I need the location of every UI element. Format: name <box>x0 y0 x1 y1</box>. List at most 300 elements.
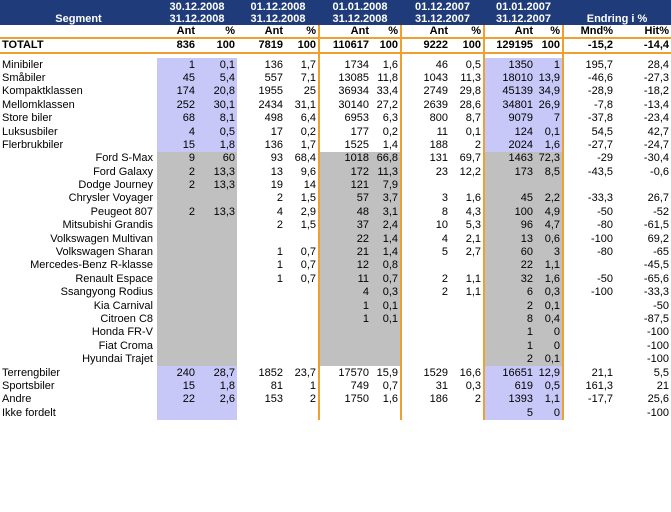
table-cell: 100 <box>484 206 535 219</box>
table-cell: 2 <box>157 179 197 192</box>
table-cell: 11 <box>319 273 371 286</box>
table-cell: 9 <box>157 152 197 165</box>
table-cell <box>157 273 197 286</box>
table-cell: 9079 <box>484 112 535 125</box>
period-1-line2: 31.12.2008 <box>169 13 225 25</box>
table-cell <box>371 407 401 420</box>
table-cell: 7 <box>535 112 563 125</box>
table-cell: 836 <box>157 38 197 53</box>
table-row <box>0 232 671 245</box>
table-cell: 30140 <box>319 99 371 112</box>
table-cell <box>319 353 371 366</box>
table-cell: -27,7 <box>587 138 613 151</box>
table-row <box>0 326 671 339</box>
table-cell: 1,6 <box>465 192 481 205</box>
table-cell: 1,4 <box>371 232 401 245</box>
table-cell <box>319 340 371 353</box>
table-row <box>0 139 671 152</box>
table-cell: 100 <box>285 38 319 53</box>
table-cell: 21 <box>319 246 371 259</box>
table-cell: 0,5 <box>535 380 563 393</box>
table-cell: -43,5 <box>587 165 613 178</box>
table-cell: 0 <box>535 340 563 353</box>
table-cell: 2 <box>276 219 283 232</box>
table-cell: 46 <box>435 58 448 71</box>
table-cell: 31 <box>435 379 448 392</box>
table-cell: 1 <box>319 313 371 326</box>
table-cell: 5,3 <box>465 219 481 232</box>
table-cell: 36934 <box>319 85 371 98</box>
table-cell: 0,5 <box>465 58 481 71</box>
table-cell: 1529 <box>423 366 448 379</box>
table-cell: 1,5 <box>300 192 316 205</box>
table-cell <box>615 179 671 192</box>
table-cell: 16651 <box>484 366 535 379</box>
sub-header-ant: Ant <box>401 25 450 38</box>
table-cell: 8 <box>484 313 535 326</box>
segment-label: Ssangyong Rodius <box>60 286 153 299</box>
table-cell: 2,4 <box>371 219 401 232</box>
table-cell: 22 <box>484 259 535 272</box>
table-cell: 1852 <box>258 366 283 379</box>
table-cell: -24,7 <box>643 138 669 151</box>
table-cell: 2 <box>474 393 481 406</box>
table-row <box>0 299 671 312</box>
table-cell: 9222 <box>401 38 450 53</box>
table-cell: 27,2 <box>371 99 401 112</box>
table-cell: -52 <box>653 205 669 218</box>
table-cell <box>157 353 197 366</box>
table-cell: 54,5 <box>591 125 613 138</box>
table-cell: 20,8 <box>197 85 237 98</box>
table-cell: 100 <box>371 38 401 53</box>
table-cell: 26,7 <box>647 192 669 205</box>
table-cell: 0 <box>535 326 563 339</box>
table-row <box>0 380 671 393</box>
table-cell: 60 <box>197 152 237 165</box>
table-cell <box>563 353 615 366</box>
table-cell: 2,1 <box>465 232 481 245</box>
table-cell: -27,3 <box>643 71 669 84</box>
table-cell: 8,5 <box>535 166 563 179</box>
table-cell: 2 <box>157 206 197 219</box>
table-cell <box>157 246 197 259</box>
table-cell <box>237 353 285 366</box>
table-cell: 1 <box>309 379 316 392</box>
table-cell: 6,3 <box>371 112 401 125</box>
change-header: Endring i % <box>586 13 648 25</box>
sub-header-ant: Ant <box>319 25 371 38</box>
table-cell: 1,8 <box>197 139 237 152</box>
total-row <box>0 38 671 53</box>
table-cell: 57 <box>319 192 371 205</box>
table-cell: 25 <box>303 85 316 98</box>
table-cell: 30,1 <box>197 99 237 112</box>
table-cell: 177 <box>319 125 371 138</box>
table-cell: 0,7 <box>300 259 316 272</box>
table-cell <box>157 340 197 353</box>
segment-label: Store biler <box>2 112 53 125</box>
table-cell <box>401 299 450 312</box>
table-cell: 186 <box>429 393 448 406</box>
table-cell: 131 <box>429 152 448 165</box>
segment-label: Kia Carnival <box>93 299 153 312</box>
table-cell: 100 <box>197 38 237 53</box>
table-cell: 11,3 <box>371 166 401 179</box>
table-cell: 22 <box>157 393 197 406</box>
table-cell: -50 <box>597 205 613 218</box>
table-cell: 1,8 <box>197 380 237 393</box>
period-2-line2: 31.12.2008 <box>250 13 306 25</box>
table-cell <box>157 326 197 339</box>
table-cell: 4 <box>319 286 371 299</box>
table-cell: 69,2 <box>647 232 669 245</box>
table-cell: 1,7 <box>300 138 316 151</box>
table-cell: 2749 <box>423 85 448 98</box>
table-cell <box>197 326 237 339</box>
segment-label: Fiat Croma <box>98 339 153 352</box>
table-cell <box>197 340 237 353</box>
table-cell: 0,1 <box>371 299 401 312</box>
table-cell: -15,2 <box>563 38 615 53</box>
table-cell <box>285 299 319 312</box>
table-cell: 23,7 <box>294 366 316 379</box>
table-cell: 11 <box>436 125 448 138</box>
table-cell: 15 <box>157 139 197 152</box>
table-cell: 23 <box>435 165 448 178</box>
period-1-line1: 30.12.2008 <box>169 0 225 13</box>
table-cell <box>450 313 484 326</box>
table-cell <box>237 286 285 299</box>
table-cell: 5 <box>484 407 535 420</box>
table-cell <box>450 326 484 339</box>
table-cell: 12,2 <box>459 165 481 178</box>
table-cell: 1 <box>276 246 283 259</box>
table-cell: 7,1 <box>300 71 316 84</box>
segment-label: Mercedes-Benz R-klasse <box>30 259 153 272</box>
table-cell: 69,7 <box>459 152 481 165</box>
table-cell <box>197 299 237 312</box>
segment-label: Mitsubishi Grandis <box>62 219 153 232</box>
table-cell: 4 <box>441 232 448 245</box>
table-cell: 22 <box>319 232 371 245</box>
table-cell: 100 <box>450 38 484 53</box>
table-cell <box>237 326 285 339</box>
table-row <box>0 393 671 406</box>
table-cell: 2 <box>484 353 535 366</box>
table-cell: -87,5 <box>643 313 669 325</box>
table-cell: 110617 <box>319 38 371 53</box>
table-cell: 5,4 <box>197 72 237 85</box>
table-cell: -46,6 <box>587 71 613 84</box>
table-cell: 1,6 <box>371 393 401 406</box>
table-cell: 195,7 <box>585 58 613 71</box>
table-cell <box>285 286 319 299</box>
table-cell <box>157 313 197 326</box>
table-cell <box>450 259 484 272</box>
table-cell: -29 <box>597 152 613 165</box>
table-cell <box>157 299 197 312</box>
table-cell <box>401 340 450 353</box>
table-cell: 124 <box>484 125 535 138</box>
table-cell: 7,9 <box>371 179 401 192</box>
table-cell: 25,6 <box>647 393 669 406</box>
table-cell: -100 <box>646 326 669 339</box>
table-cell: 1,1 <box>465 272 481 285</box>
table-cell: 4 <box>157 125 197 138</box>
segment-label: Andre <box>2 393 32 406</box>
table-cell: 0,8 <box>371 259 401 272</box>
table-cell <box>285 313 319 326</box>
period-4-line1: 01.12.2007 <box>414 0 471 13</box>
table-cell: 32 <box>484 273 535 286</box>
table-cell: 1,6 <box>535 273 563 286</box>
table-cell: 0,3 <box>535 286 563 299</box>
table-cell: 2434 <box>258 98 283 111</box>
table-cell: -17,7 <box>587 393 613 406</box>
table-cell <box>237 313 285 326</box>
table-cell: 48 <box>319 206 371 219</box>
table-cell: 2,7 <box>465 246 481 259</box>
sub-header-pct: % <box>535 25 563 38</box>
table-cell: 100 <box>535 38 563 53</box>
segment-label: Hyundai Trajet <box>82 353 153 366</box>
table-cell: 18010 <box>484 72 535 85</box>
table-cell: -18,2 <box>643 85 669 98</box>
table-cell: 1,7 <box>300 58 316 71</box>
segment-label: Minibiler <box>2 58 43 71</box>
table-cell <box>563 326 615 339</box>
table-cell: -50 <box>653 299 669 312</box>
table-cell <box>285 340 319 353</box>
table-cell: -100 <box>646 353 669 366</box>
table-cell: -100 <box>646 339 669 352</box>
table-cell <box>197 407 237 420</box>
table-cell <box>197 273 237 286</box>
table-cell <box>450 353 484 366</box>
table-cell: 4,7 <box>535 219 563 232</box>
sub-header-ant: Ant <box>157 25 197 38</box>
table-cell <box>450 179 484 192</box>
table-cell: 2639 <box>423 98 448 111</box>
table-cell: -23,4 <box>643 112 669 125</box>
table-cell <box>401 259 450 272</box>
table-cell: 6 <box>484 286 535 299</box>
table-row <box>0 152 671 165</box>
period-3-line1: 01.01.2008 <box>332 0 388 13</box>
table-cell: 13,3 <box>197 179 237 192</box>
table-cell: 5 <box>441 246 448 259</box>
table-cell <box>401 313 450 326</box>
table-cell <box>197 192 237 205</box>
table-cell: 0,1 <box>535 125 563 138</box>
table-cell: 749 <box>319 380 371 393</box>
segment-label: Volkswagen Multivan <box>50 232 153 245</box>
table-cell: 2 <box>157 166 197 179</box>
table-cell: 42,7 <box>647 125 669 138</box>
table-cell: 13 <box>484 232 535 245</box>
table-cell: 60 <box>484 246 535 259</box>
table-cell: 1 <box>535 58 563 71</box>
table-cell: 13,9 <box>535 72 563 85</box>
table-cell: 1734 <box>319 58 371 71</box>
table-cell: -45,5 <box>643 259 669 272</box>
table-cell: 29,8 <box>459 85 481 98</box>
segment-label: Flerbrukbiler <box>2 138 64 151</box>
table-cell <box>237 407 285 420</box>
table-cell <box>157 219 197 232</box>
table-cell <box>401 353 450 366</box>
table-cell: 0,3 <box>371 286 401 299</box>
table-cell: 15,9 <box>371 366 401 379</box>
table-row <box>0 273 671 286</box>
sub-header-pct: % <box>285 25 319 38</box>
table-cell <box>237 299 285 312</box>
table-cell: 129195 <box>484 38 535 53</box>
table-cell: 96 <box>484 219 535 232</box>
table-cell: 68,4 <box>294 152 316 165</box>
table-cell: 0 <box>535 407 563 420</box>
table-cell: 1 <box>484 340 535 353</box>
table-cell: -100 <box>646 406 669 419</box>
table-cell <box>319 407 371 420</box>
table-cell: 21 <box>656 379 669 392</box>
table-cell: 19 <box>270 179 283 192</box>
segment-label: Ford Galaxy <box>93 165 153 178</box>
table-cell <box>371 340 401 353</box>
table-cell: -65,6 <box>643 272 669 285</box>
table-cell: 1018 <box>319 152 371 165</box>
table-cell: 619 <box>484 380 535 393</box>
table-cell <box>563 313 615 326</box>
table-cell: 188 <box>429 138 448 151</box>
table-cell <box>484 179 535 192</box>
table-cell: 31,1 <box>294 98 316 111</box>
sub-header-ant: Ant <box>484 25 535 38</box>
table-cell: 28,6 <box>459 98 481 111</box>
table-cell: 153 <box>264 393 283 406</box>
table-cell: 7819 <box>237 38 285 53</box>
table-cell <box>450 407 484 420</box>
table-cell <box>319 326 371 339</box>
table-cell: -65 <box>653 246 669 259</box>
segment-label: TOTALT <box>0 38 157 53</box>
table-cell <box>197 286 237 299</box>
table-cell: 1 <box>319 299 371 312</box>
table-cell: 66,8 <box>371 152 401 165</box>
table-cell: 1525 <box>319 139 371 152</box>
table-cell: -7,8 <box>594 98 613 111</box>
table-cell: 13,3 <box>197 166 237 179</box>
table-cell: 8 <box>441 205 448 218</box>
segment-label: Ikke fordelt <box>2 406 56 419</box>
table-cell <box>371 353 401 366</box>
table-cell: 121 <box>319 179 371 192</box>
table-row <box>0 219 671 232</box>
table-cell: -37,8 <box>587 112 613 125</box>
table-cell: 2 <box>484 299 535 312</box>
table-cell: 1,6 <box>535 139 563 152</box>
segment-label: Citroen C8 <box>100 313 153 325</box>
table-row <box>0 407 671 420</box>
table-cell: 0,2 <box>300 125 316 138</box>
table-cell: 1,1 <box>535 393 563 406</box>
table-cell: 72,3 <box>535 152 563 165</box>
table-cell: 45 <box>157 72 197 85</box>
table-cell: -28,9 <box>587 85 613 98</box>
table-row <box>0 313 671 326</box>
table-cell: 2 <box>441 286 448 299</box>
table-cell: 34,9 <box>535 85 563 98</box>
table-cell: 93 <box>270 152 283 165</box>
table-cell: 0,7 <box>371 273 401 286</box>
table-cell: 136 <box>264 138 283 151</box>
table-cell: 81 <box>270 379 283 392</box>
table-cell: 11,8 <box>371 72 401 85</box>
segment-label: Mellomklassen <box>2 98 75 111</box>
table-cell: 498 <box>264 112 283 125</box>
table-cell <box>157 407 197 420</box>
table-cell: 3 <box>535 246 563 259</box>
table-cell <box>450 299 484 312</box>
table-cell: 240 <box>157 366 197 379</box>
table-cell: 0,1 <box>535 299 563 312</box>
table-cell <box>197 246 237 259</box>
table-cell: 252 <box>157 99 197 112</box>
table-cell <box>285 326 319 339</box>
segment-label: Dodge Journey <box>78 179 153 192</box>
table-row <box>0 366 671 379</box>
table-cell: 2,6 <box>197 393 237 406</box>
table-row <box>0 85 671 98</box>
segment-header: Segment <box>55 13 102 25</box>
period-3-line2: 31.12.2008 <box>332 13 388 25</box>
table-cell: 6,4 <box>300 112 316 125</box>
table-cell: 10 <box>435 219 448 232</box>
sub-header-pct: % <box>450 25 484 38</box>
table-cell: 800 <box>429 112 448 125</box>
table-cell: -14,4 <box>615 38 671 53</box>
table-cell: 6953 <box>319 112 371 125</box>
sub-header-mnd: Mnd% <box>563 25 615 38</box>
table-cell <box>197 232 237 245</box>
table-cell: 26,9 <box>535 99 563 112</box>
table-cell: 5,5 <box>653 366 669 379</box>
period-4-line2: 31.12.2007 <box>414 13 471 25</box>
table-cell: 1,6 <box>371 58 401 71</box>
table-cell: 173 <box>484 166 535 179</box>
table-cell: 557 <box>264 71 283 84</box>
table-cell <box>157 192 197 205</box>
table-cell: -100 <box>590 232 613 245</box>
table-cell: 0,7 <box>371 380 401 393</box>
table-cell: 3,1 <box>371 206 401 219</box>
table-cell: 0,7 <box>300 246 316 259</box>
table-cell <box>157 232 197 245</box>
period-5-line2: 31.12.2007 <box>495 13 552 25</box>
table-cell: 4,3 <box>465 205 481 218</box>
table-cell: 37 <box>319 219 371 232</box>
table-cell: 1 <box>157 58 197 71</box>
table-cell <box>563 340 615 353</box>
table-cell: 34801 <box>484 99 535 112</box>
table-cell <box>563 299 615 312</box>
table-cell: 2,2 <box>535 192 563 205</box>
segment-label: Ford S-Max <box>95 152 153 165</box>
table-cell <box>237 232 285 245</box>
table-cell: 8,1 <box>197 112 237 125</box>
table-cell <box>450 340 484 353</box>
